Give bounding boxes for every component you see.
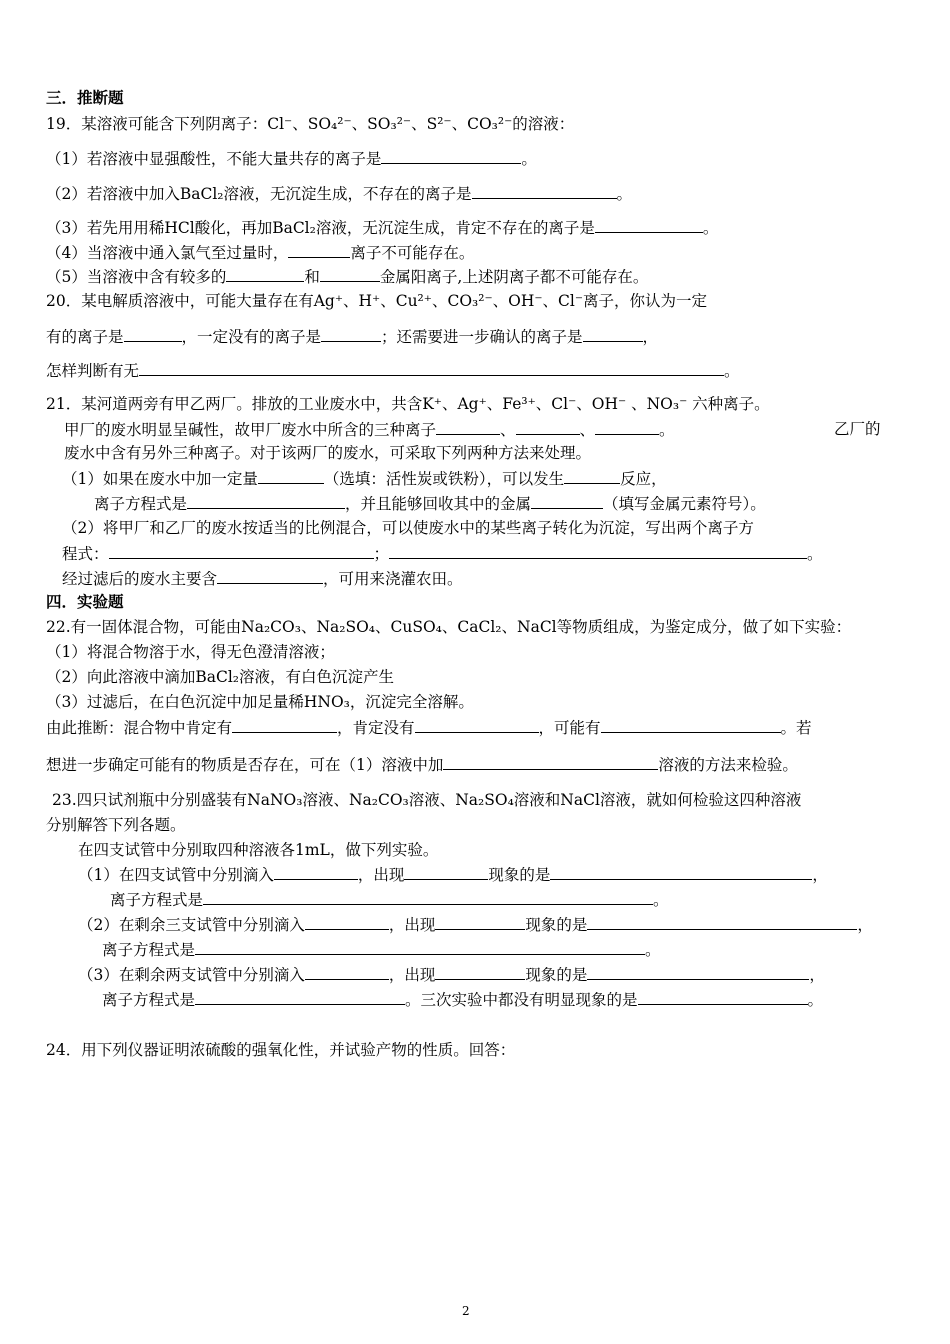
answer-blank[interactable] [217,568,323,584]
q23-part1-eq: 离子方程式是 。 [110,891,669,909]
answer-blank[interactable] [583,326,643,342]
q21-line2: 甲厂的废水明显呈碱性，故甲厂废水中所含的三种离子 、 、 。 [64,421,675,439]
answer-blank[interactable] [435,964,525,980]
q23-stem: 23.四只试剂瓶中分别盛装有NaNO₃溶液、Na₂CO₃溶液、Na₂SO₄溶液和NaCl溶液，就如何检验这四种溶液 [52,791,802,809]
q22-step1: （1）将混合物溶于水，得无色澄清溶液； [46,643,335,661]
answer-blank[interactable] [595,217,703,233]
answer-blank[interactable] [305,964,389,980]
q22-step2: （2）向此溶液中滴加BaCl₂溶液，有白色沉淀产生 [46,668,395,686]
answer-blank[interactable] [587,964,809,980]
q22-step3: （3）过滤后，在白色沉淀中加足量稀HNO₃，沉淀完全溶解。 [46,693,474,711]
q23-part3-eq: 离子方程式是 。三次实验中都没有明显现象的是 。 [102,991,824,1009]
q23-stem-2: 分别解答下列各题。 [46,816,186,834]
answer-blank[interactable] [226,266,304,282]
answer-blank[interactable] [232,717,337,733]
answer-blank[interactable] [109,543,374,559]
q23-intro: 在四支试管中分别取四种溶液各1mL，做下列实验。 [78,841,439,859]
answer-blank[interactable] [187,493,345,509]
q19-part1: （1）若溶液中显强酸性，不能大量共存的离子是 。 [46,150,537,168]
q22-further: 想进一步确定可能有的物质是否存在，可在（1）溶液中加 溶液的方法来检验。 [46,756,798,774]
q22-stem: 22.有一固体混合物，可能由Na₂CO₃、Na₂SO₄、CuSO₄、CaCl₂、NaCl等物质组成，为鉴定成分，做了如下实验： [46,618,852,636]
q19-part3: （3）若先用用稀HCl酸化，再加BaCl₂溶液，无沉淀生成，肯定不存在的离子是 。 [46,219,719,237]
answer-blank[interactable] [587,914,857,930]
answer-blank[interactable] [124,326,182,342]
q23-part2-eq: 离子方程式是 。 [102,941,661,959]
q21-part2: （2）将甲厂和乙厂的废水按适当的比例混合，可以使废水中的某些离子转化为沉淀，写出两个离子方 [62,519,754,537]
q24-stem: 24．用下列仪器证明浓硫酸的强氧化性，并试验产物的性质。回答： [46,1041,516,1059]
answer-blank[interactable] [550,864,812,880]
q21-line3: 废水中含有另外三种离子。对于该两厂的废水，可采取下列两种方法来处理。 [64,444,592,462]
q23-part2: （2）在剩余三支试管中分别滴入 ，出现 现象的是 ， [78,916,873,934]
answer-blank[interactable] [435,914,525,930]
q21-part1: （1）如果在废水中加一定量 （选填：活性炭或铁粉），可以发生 反应， [62,470,667,488]
q21-part2-eqs: 程式： ； 。 [62,545,823,563]
q23-part1: （1）在四支试管中分别滴入 ，出现 现象的是 ， [78,866,828,884]
q22-conclusion: 由此推断：混合物中肯定有 ，肯定没有 ，可能有 。若 [46,719,812,737]
q21-part1-eq: 离子方程式是 ，并且能够回收其中的金属 （填写金属元素符号）。 [94,495,766,513]
answer-blank[interactable] [472,183,617,199]
q23-part3: （3）在剩余两支试管中分别滴入 ，出现 现象的是 ， [78,966,825,984]
q20-line2: 有的离子是 ，一定没有的离子是 ；还需要进一步确认的离子是 ， [46,328,659,346]
q19-stem: 19．某溶液可能含下列阴离子：Cl⁻、SO₄²⁻、SO₃²⁻、S²⁻、CO₃²⁻的溶液： [46,115,575,133]
answer-blank[interactable] [274,864,358,880]
answer-blank[interactable] [195,939,645,955]
answer-blank[interactable] [404,864,488,880]
answer-blank[interactable] [195,989,405,1005]
answer-blank[interactable] [516,419,580,435]
q20-line3: 怎样判断有无 。 [46,362,740,380]
answer-blank[interactable] [443,754,658,770]
q19-part2: （2）若溶液中加入BaCl₂溶液，无沉淀生成，不存在的离子是 。 [46,185,633,203]
page-number: 2 [462,1304,470,1318]
answer-blank[interactable] [531,493,603,509]
answer-blank[interactable] [436,419,500,435]
q20-stem: 20．某电解质溶液中，可能大量存在有Ag⁺、H⁺、Cu²⁺、CO₃²⁻、OH⁻、Cl⁻离子，你认为一定 [46,292,708,310]
answer-blank[interactable] [139,360,724,376]
answer-blank[interactable] [564,468,620,484]
answer-blank[interactable] [258,468,324,484]
section-heading-3: 三．推断题 [46,89,124,107]
q19-part5: （5）当溶液中含有较多的 和 金属阳离子,上述阴离子都不可能存在。 [46,268,649,286]
answer-blank[interactable] [288,242,350,258]
answer-blank[interactable] [305,914,389,930]
section-heading-4: 四．实验题 [46,593,124,611]
q19-part4: （4）当溶液中通入氯气至过量时， 离子不可能存在。 [46,244,475,262]
answer-blank[interactable] [595,419,659,435]
answer-blank[interactable] [320,266,380,282]
answer-blank[interactable] [321,326,381,342]
answer-blank[interactable] [638,989,808,1005]
q21-line2-end: 乙厂的 [834,420,881,438]
q21-part3: 经过滤后的废水主要含 ，可用来浇灌农田。 [62,570,463,588]
answer-blank[interactable] [381,148,521,164]
answer-blank[interactable] [389,543,807,559]
answer-blank[interactable] [415,717,539,733]
q21-stem: 21．某河道两旁有甲乙两厂。排放的工业废水中，共含K⁺、Ag⁺、Fe³⁺、Cl⁻、OH⁻ 、NO₃⁻ 六种离子。 [46,395,770,413]
answer-blank[interactable] [203,889,653,905]
answer-blank[interactable] [601,717,781,733]
